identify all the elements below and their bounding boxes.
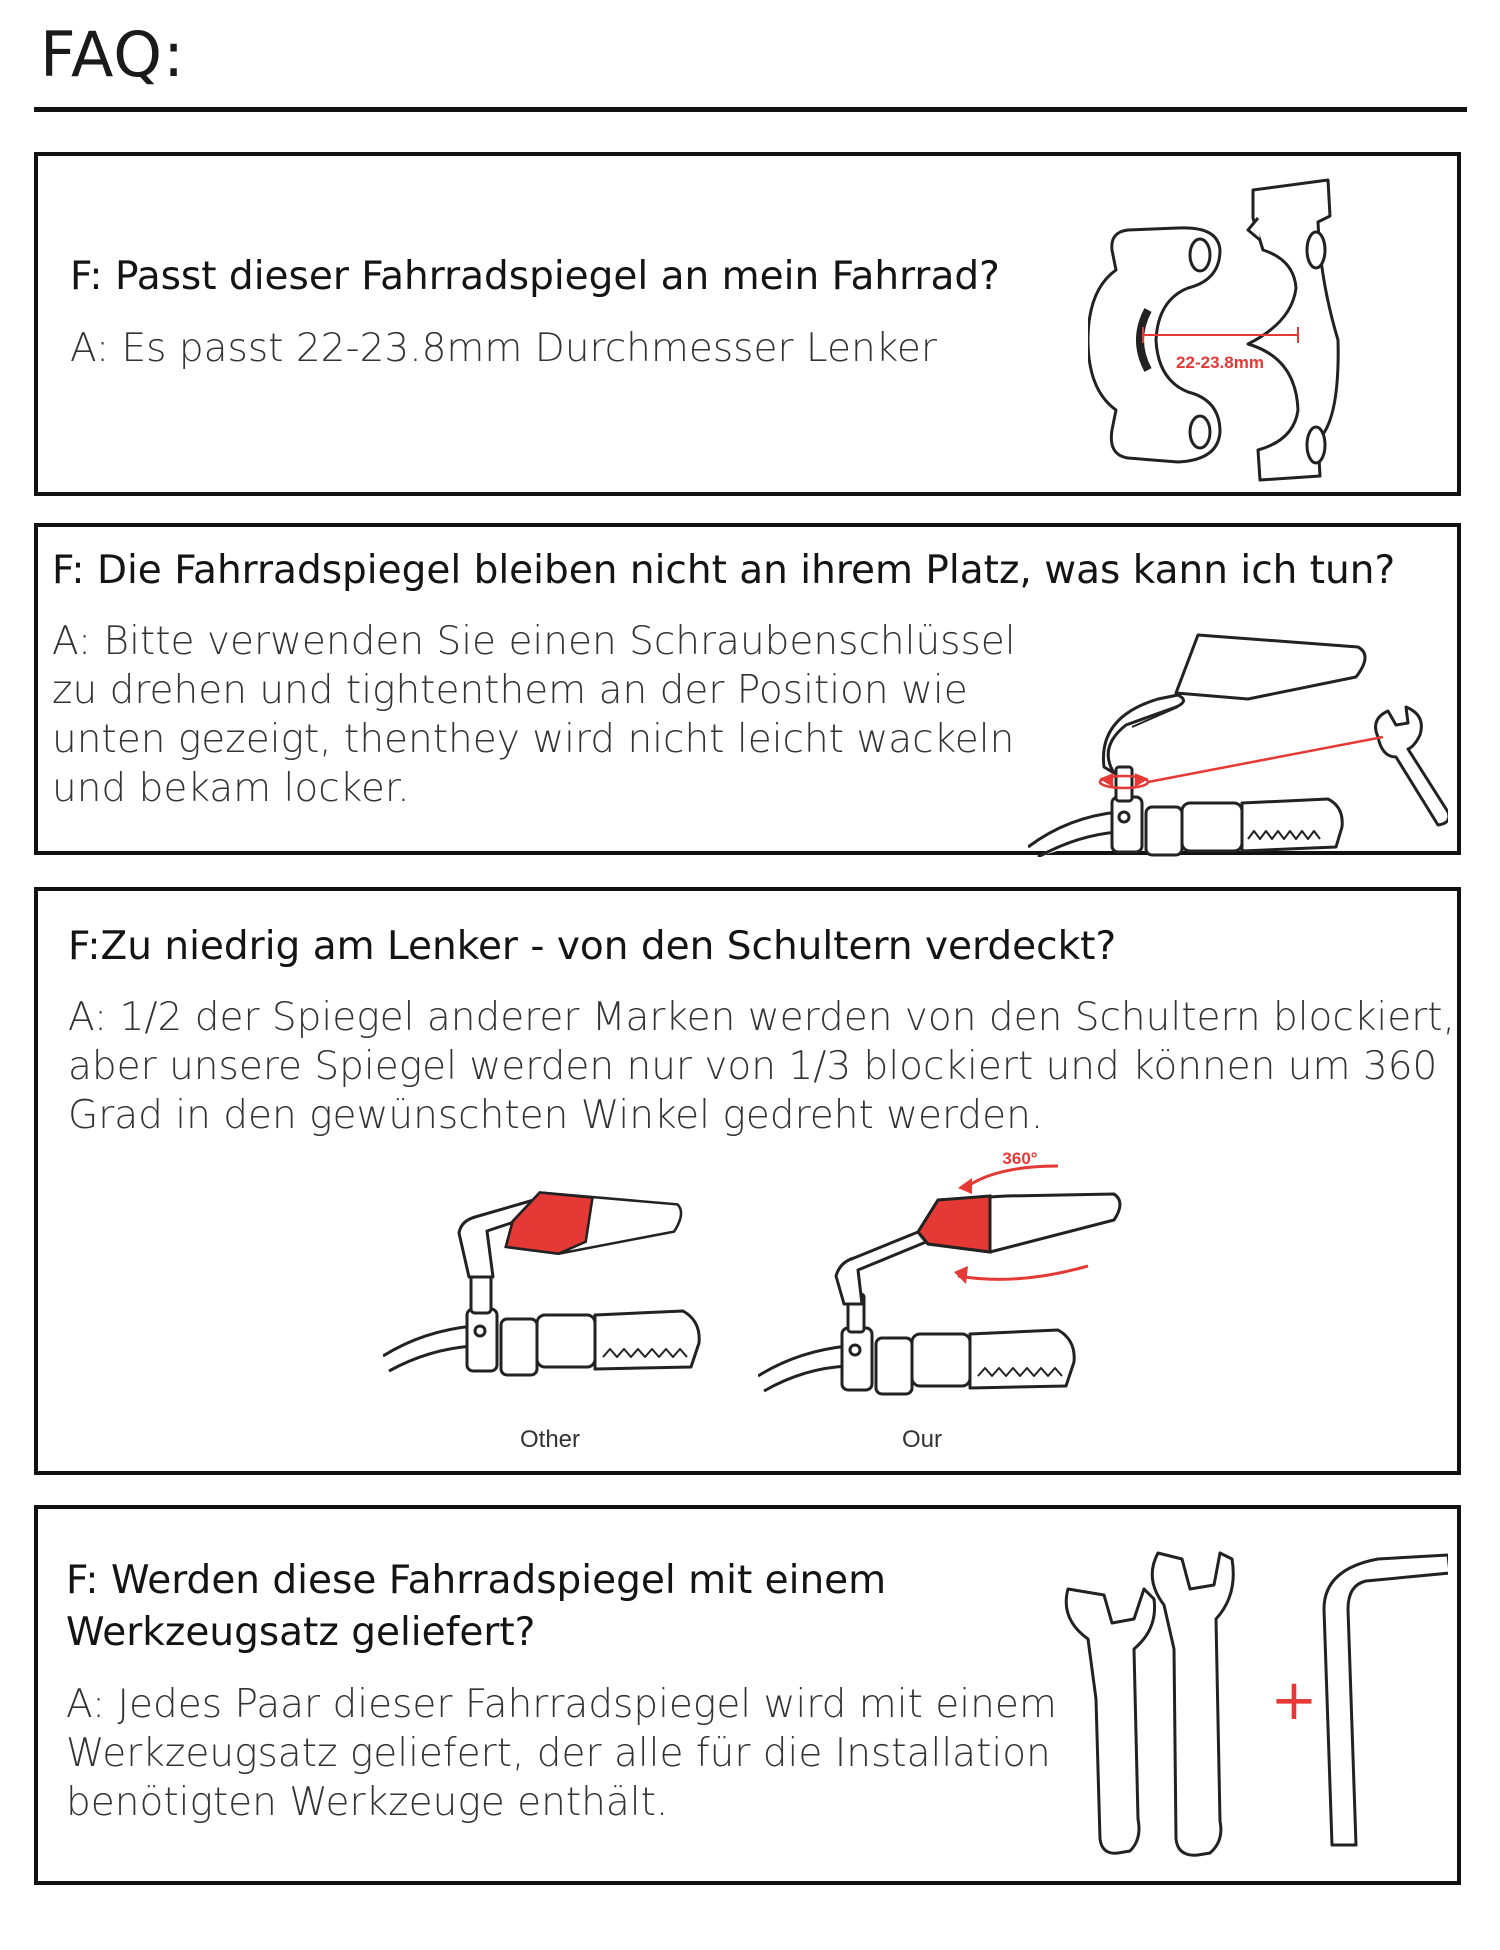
faq-question-3: F:Zu niedrig am Lenker - von den Schultern verdeckt? — [68, 924, 1117, 969]
faq-answer-2: A: Bitte verwenden Sie einen Schraubenschlüssel zu drehen und tightenthem an der Position wie unten gezeigt, thenthey wird nicht leicht wackeln und bekam locker. — [52, 619, 1016, 811]
other-mirror-illustration — [383, 1181, 743, 1431]
page-title: FAQ: — [40, 18, 185, 91]
wrench-large-icon — [1152, 1553, 1233, 1855]
diameter-label: 22-23.8mm — [1176, 353, 1264, 372]
rotation-label: 360° — [1002, 1149, 1038, 1168]
wrench-small-icon — [1066, 1589, 1154, 1853]
faq-question-2: F: Die Fahrradspiegel bleiben nicht an ihrem Platz, was kann ich tun? — [52, 548, 1396, 593]
tool-kit-illustration — [1048, 1539, 1448, 1869]
faq-answer-3: A: 1/2 der Spiegel anderer Marken werden von den Schultern blockiert, aber unsere Spiegel werden nur von 1/3 blockiert und können um 360 Grad in den gewünschten Winkel gedreht werden. — [68, 995, 1455, 1138]
faq-answer-1: A: Es passt 22-23.8mm Durchmesser Lenker — [70, 326, 937, 371]
title-divider — [34, 107, 1467, 112]
hex-key-icon — [1324, 1555, 1448, 1845]
caption-other: Other — [520, 1426, 581, 1453]
faq-item-4 — [34, 1505, 1461, 1885]
faq-item-2 — [34, 523, 1461, 855]
faq-answer-4: A: Jedes Paar dieser Fahrradspiegel wird mit einem Werkzeugsatz geliefert, der alle für die Installation benötigten Werkzeuge enthält. — [66, 1682, 1057, 1825]
faq-question-4: F: Werden diese Fahrradspiegel mit einem Werkzeugsatz geliefert? — [66, 1558, 887, 1655]
plus-icon: + — [1270, 1668, 1318, 1733]
faq-question-1: F: Passt dieser Fahrradspiegel an mein Fahrrad? — [70, 254, 1000, 299]
handlebar-clamp-illustration — [1088, 170, 1418, 490]
mirror-wrench-illustration — [1028, 607, 1448, 857]
caption-our: Our — [902, 1426, 943, 1453]
faq-item-1 — [34, 152, 1461, 496]
faq-item-3 — [34, 887, 1461, 1475]
our-mirror-illustration — [758, 1136, 1158, 1431]
